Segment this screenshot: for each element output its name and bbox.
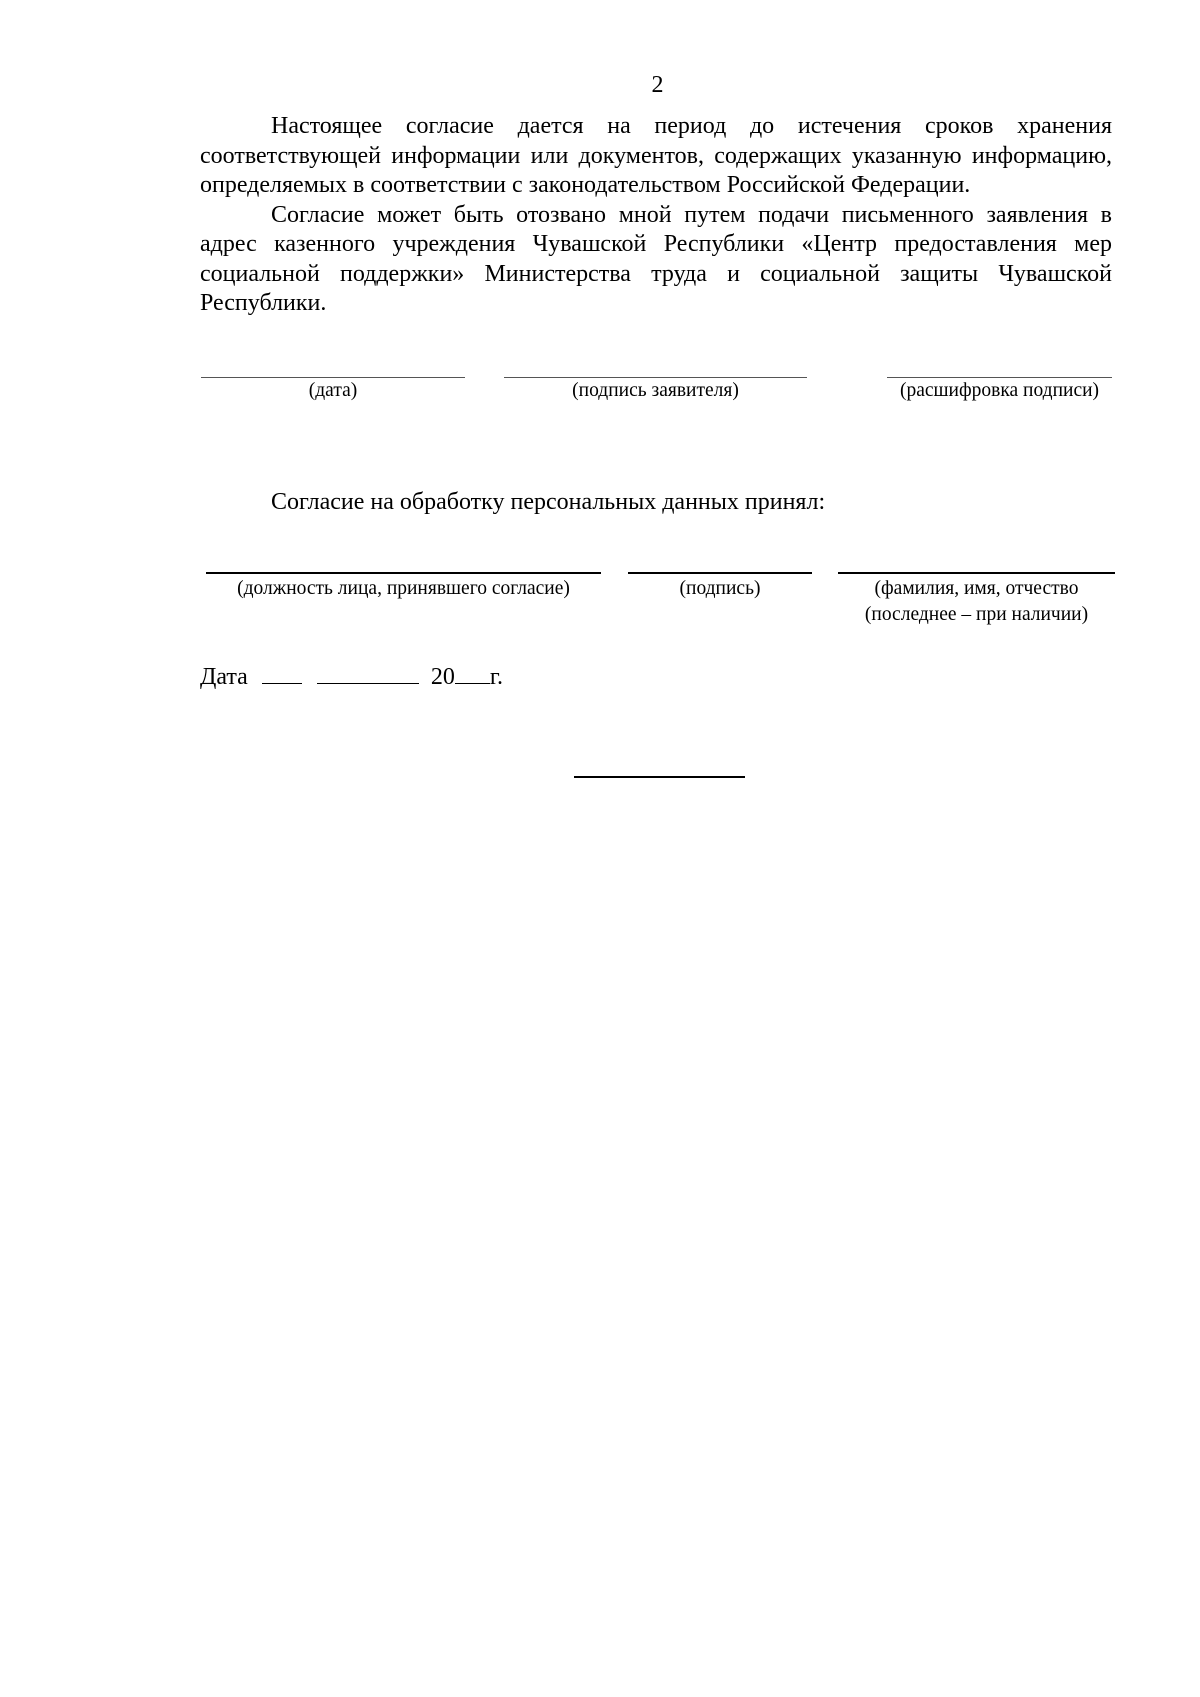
signature-decoding-line[interactable] — [887, 377, 1112, 378]
date-signature-line[interactable] — [201, 377, 465, 378]
receiver-signature-line[interactable] — [628, 572, 812, 574]
page-number: 2 — [651, 72, 664, 98]
receiver-position-line[interactable] — [206, 572, 601, 574]
day-blank[interactable] — [262, 661, 302, 684]
applicant-signature-line[interactable] — [504, 377, 807, 378]
receiver-name-caption-line1: (фамилия, имя, отчество — [874, 578, 1079, 599]
consent-period-paragraph: Настоящее согласие дается на период до истечения сроков хранения соответствующей информации или документов, содержащих указанную информацию, определяемых в соответствии с законодательством Российской Федерации. — [200, 113, 1112, 198]
signature-decoding-caption: (расшифровка подписи) — [899, 380, 1100, 401]
date-field — [200, 661, 503, 691]
receiver-position-caption: (должность лица, принявшего согласие) — [237, 578, 570, 599]
date-label: Дата — [200, 664, 248, 690]
receiver-name-caption-line2: (последнее – при наличии) — [864, 604, 1089, 625]
consent-body — [200, 112, 1112, 319]
applicant-signature-caption: (подпись заявителя) — [572, 380, 739, 401]
month-blank[interactable] — [317, 661, 419, 684]
receiver-signature-caption: (подпись) — [679, 578, 761, 599]
end-of-document-rule — [574, 776, 745, 778]
receiver-name-caption — [838, 576, 1115, 628]
date-caption: (дата) — [308, 380, 358, 401]
accepted-heading: Согласие на обработку персональных данных принял: — [271, 489, 826, 515]
year-prefix: 20 — [430, 664, 455, 690]
receiver-name-line[interactable] — [838, 572, 1115, 574]
consent-revocation-paragraph: Согласие может быть отозвано мной путем подачи письменного заявления в адрес казенного учреждения Чувашской Республики «Центр предоставления мер социальной поддержки» Министерства труда и социальной защиты Чувашской Республики. — [200, 201, 1112, 316]
year-suffix: г. — [489, 664, 503, 690]
year-blank[interactable] — [455, 661, 490, 684]
